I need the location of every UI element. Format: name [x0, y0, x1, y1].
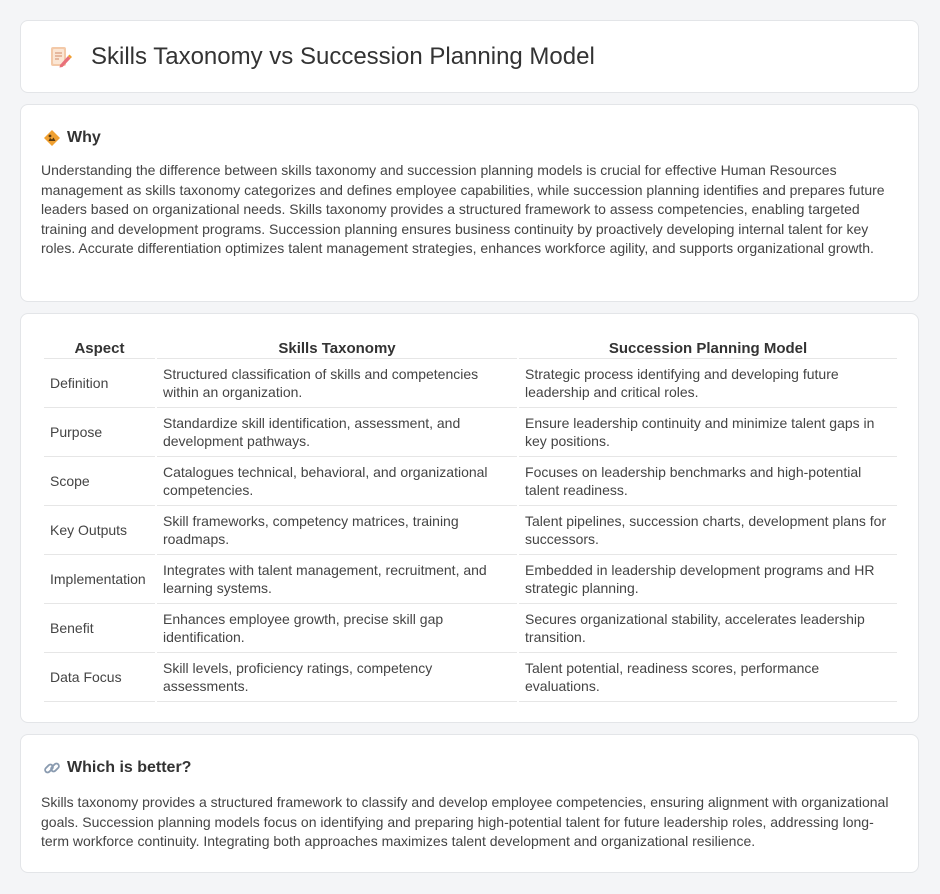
row-skills-taxonomy: Catalogues technical, behavioral, and organizational competencies.	[157, 457, 517, 506]
table-row	[44, 506, 897, 555]
row-aspect: Data Focus	[44, 653, 155, 702]
row-succession-planning: Secures organizational stability, accelerates leadership transition.	[519, 604, 897, 653]
document-pencil-icon	[47, 44, 73, 70]
row-succession-planning: Strategic process identifying and developing future leadership and critical roles.	[519, 359, 897, 408]
row-skills-taxonomy: Skill levels, proficiency ratings, competency assessments.	[157, 653, 517, 702]
why-heading: Why	[67, 129, 101, 146]
page-title: Skills Taxonomy vs Succession Planning Model	[91, 42, 595, 70]
row-aspect: Scope	[44, 457, 155, 506]
row-skills-taxonomy: Integrates with talent management, recruitment, and learning systems.	[157, 555, 517, 604]
row-succession-planning: Embedded in leadership development programs and HR strategic planning.	[519, 555, 897, 604]
row-skills-taxonomy: Enhances employee growth, precise skill gap identification.	[157, 604, 517, 653]
row-succession-planning: Talent pipelines, succession charts, development plans for successors.	[519, 506, 897, 555]
table-row	[44, 604, 897, 653]
which-is-better-section	[20, 734, 919, 873]
row-succession-planning: Focuses on leadership benchmarks and high-potential talent readiness.	[519, 457, 897, 506]
why-section	[20, 104, 919, 302]
row-aspect: Key Outputs	[44, 506, 155, 555]
link-icon	[43, 759, 61, 777]
row-succession-planning: Talent potential, readiness scores, performance evaluations.	[519, 653, 897, 702]
header-skills-taxonomy: Skills Taxonomy	[157, 334, 517, 359]
comparison-table	[42, 334, 899, 702]
row-aspect: Definition	[44, 359, 155, 408]
table-header-row	[44, 334, 897, 359]
header-aspect: Aspect	[44, 334, 155, 359]
row-aspect: Benefit	[44, 604, 155, 653]
row-succession-planning: Ensure leadership continuity and minimize talent gaps in key positions.	[519, 408, 897, 457]
better-text: Skills taxonomy provides a structured framework to classify and develop employee competencies, ensuring alignment with organizational goals. Succession planning models focus on identifying and preparing high-potential talent for future leadership roles, addressing long-term workforce continuity. Integrating both approaches maximizes talent development and organizational resilience.	[41, 794, 889, 849]
better-heading: Which is better?	[67, 759, 192, 776]
header-succession-planning: Succession Planning Model	[519, 334, 897, 359]
comparison-table-card	[20, 313, 919, 723]
table-row	[44, 408, 897, 457]
why-text: Understanding the difference between skills taxonomy and succession planning models is crucial for effective Human Resources management as skills taxonomy categorizes and defines employee capabilities, while succession planning identifies and prepares future leaders based on organizational needs. Skills taxonomy provides a structured framework to assess competencies, enabling targeted training and development programs. Succession planning ensures business continuity by proactively developing internal talent for key roles. Accurate differentiation optimizes talent management strategies, enhances workforce agility, and supports organizational growth.	[41, 162, 885, 256]
table-row	[44, 457, 897, 506]
table-row	[44, 359, 897, 408]
table-row	[44, 653, 897, 702]
title-card	[20, 20, 919, 93]
row-aspect: Purpose	[44, 408, 155, 457]
warning-sign-icon	[43, 129, 61, 147]
row-skills-taxonomy: Standardize skill identification, assessment, and development pathways.	[157, 408, 517, 457]
row-skills-taxonomy: Structured classification of skills and competencies within an organization.	[157, 359, 517, 408]
table-row	[44, 555, 897, 604]
row-skills-taxonomy: Skill frameworks, competency matrices, training roadmaps.	[157, 506, 517, 555]
row-aspect: Implementation	[44, 555, 155, 604]
